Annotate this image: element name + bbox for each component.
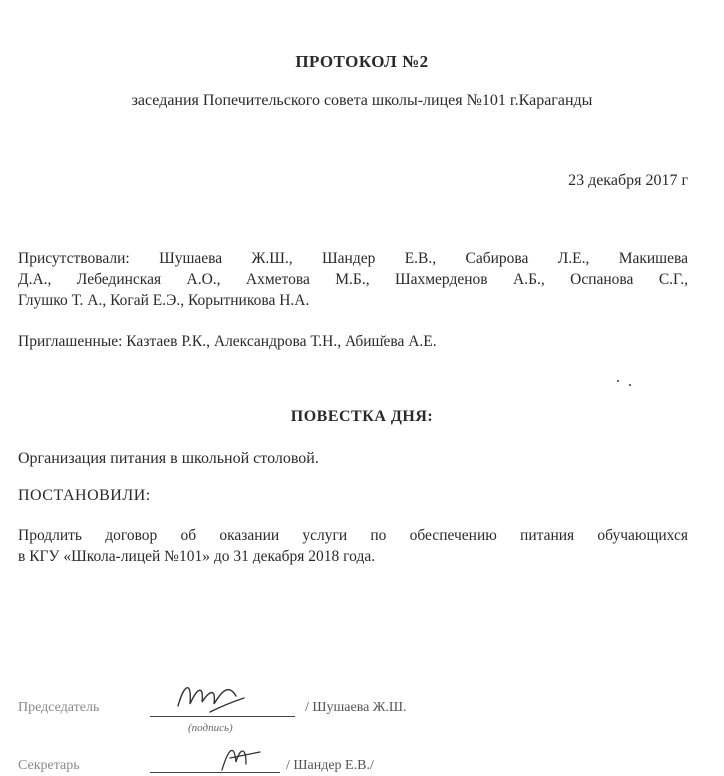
chair-label: Председатель [18, 700, 100, 715]
secretary-signature-scribble [212, 736, 272, 774]
chair-signature-scribble [170, 676, 250, 721]
attendees-paragraph [18, 248, 688, 311]
attendees-line: Д.А., Лебединская А.О., Ахметова М.Б., Шахмерденов А.Б., Оспанова С.Г., [18, 271, 688, 288]
resolution-line: Продлить договор об оказании услуги по обеспечению питания обучающихся [18, 527, 688, 544]
agenda-item: Организация питания в школьной столовой. [18, 450, 319, 467]
resolution-heading: ПОСТАНОВИЛИ: [18, 487, 151, 504]
resolution-line: в КГУ «Школа-лицей №101» до 31 декабря 2018 года. [18, 548, 376, 565]
chair-name: / Шушаева Ж.Ш. [305, 700, 407, 715]
secretary-name: / Шандер Е.В./ [286, 758, 374, 773]
chair-signature-caption: (подпись) [188, 722, 233, 734]
document-subtitle: заседания Попечительского совета школы-лицея №101 г.Караганды [131, 92, 593, 109]
attendees-line: Глушко Т. А., Когай Е.Э., Корытникова Н.А. [18, 292, 310, 309]
meeting-date: 23 декабря 2017 г [568, 172, 688, 189]
secretary-label: Секретарь [18, 758, 80, 773]
scan-speck [629, 384, 631, 386]
invited-paragraph [18, 331, 688, 352]
invited-line: Приглашенные: Казтаев Р.К., Александрова Т.Н., Абиш̆ева А.Е. [18, 333, 437, 350]
resolution-paragraph [18, 525, 688, 567]
agenda-heading: ПОВЕСТКА ДНЯ: [290, 408, 434, 425]
attendees-line: Присутствовали: Шушаева Ж.Ш., Шандер Е.В., Сабирова Л.Е., Макишева [18, 250, 688, 267]
scan-speck [617, 380, 619, 382]
document-title: ПРОТОКОЛ №2 [295, 52, 429, 71]
